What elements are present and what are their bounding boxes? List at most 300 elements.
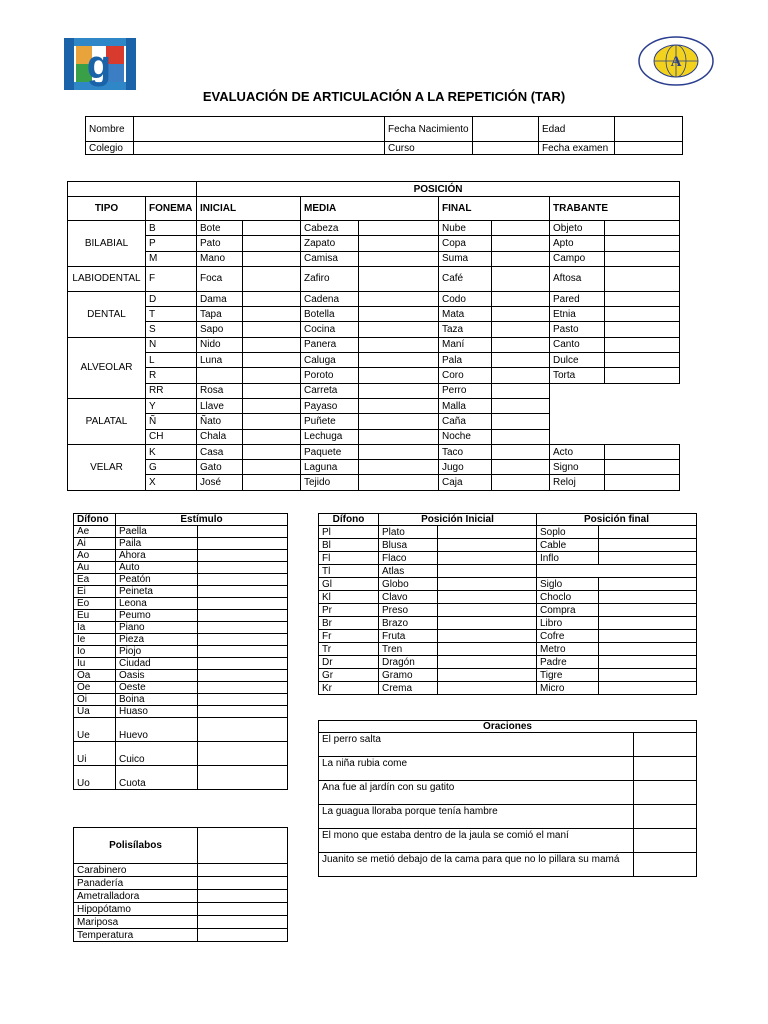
stimulus-response[interactable] (198, 658, 288, 670)
cluster-row (319, 656, 697, 669)
phoneme-row (68, 291, 680, 306)
final-response[interactable] (599, 552, 697, 565)
polysyllable-response[interactable] (198, 890, 288, 903)
stimulus-response[interactable] (198, 574, 288, 586)
initial-response[interactable] (438, 682, 537, 695)
stimulus-word: Piano (116, 622, 198, 634)
stimulus-response[interactable] (198, 586, 288, 598)
polysyllable-row (74, 864, 288, 877)
initial-response[interactable] (243, 266, 301, 291)
phoneme-row (68, 353, 680, 368)
final-response[interactable] (492, 221, 550, 236)
initial-response[interactable] (438, 630, 537, 643)
diphthong-row (74, 550, 288, 562)
initial-response[interactable] (243, 460, 301, 475)
initial-response[interactable] (243, 236, 301, 251)
stimulus-word: Piojo (116, 646, 198, 658)
final-word: Coro (439, 368, 492, 383)
initial-response[interactable] (243, 414, 301, 429)
stimulus-response[interactable] (198, 526, 288, 538)
initial-word: Rosa (197, 383, 243, 398)
cluster-cell: Tl (319, 565, 379, 578)
initial-word: Gato (197, 460, 243, 475)
medial-response[interactable] (359, 460, 439, 475)
final-word: Cofre (537, 630, 599, 643)
final-response[interactable] (599, 539, 697, 552)
grade-label: Curso (385, 142, 473, 155)
phoneme-cell: RR (146, 383, 197, 398)
stimulus-response[interactable] (198, 538, 288, 550)
stimulus-response[interactable] (198, 766, 288, 790)
stimulus-response[interactable] (198, 562, 288, 574)
medial-response[interactable] (359, 291, 439, 306)
stimulus-word: Paila (116, 538, 198, 550)
trabante-response[interactable] (605, 251, 680, 266)
diphthong-cell: Ao (74, 550, 116, 562)
medial-response[interactable] (359, 337, 439, 352)
stimulus-word: Peineta (116, 586, 198, 598)
initial-word: Bote (197, 221, 243, 236)
initial-response[interactable] (243, 337, 301, 352)
final-response[interactable] (599, 617, 697, 630)
final-word: Taco (439, 444, 492, 459)
sentence-text: La guagua lloraba porque tenía hambre (319, 805, 634, 829)
sentence-row (319, 781, 697, 805)
final-response[interactable] (492, 353, 550, 368)
trabante-word: Torta (550, 368, 605, 383)
initial-response[interactable] (438, 643, 537, 656)
stimulus-response[interactable] (198, 670, 288, 682)
initial-word: Llave (197, 398, 243, 413)
phoneme-cell: Ñ (146, 414, 197, 429)
initial-response[interactable] (243, 221, 301, 236)
cluster-row (319, 630, 697, 643)
final-word: Malla (439, 398, 492, 413)
sentence-response[interactable] (634, 829, 697, 853)
page-title: EVALUACIÓN DE ARTICULACIÓN A LA REPETICIÓN (TAR) (202, 89, 566, 104)
medial-word: Tejido (301, 475, 359, 490)
diphthong-cell: Ue (74, 718, 116, 742)
phoneme-row (68, 221, 680, 236)
diphthong-cell: Oe (74, 682, 116, 694)
initial-word: Dama (197, 291, 243, 306)
final-word: Café (439, 266, 492, 291)
initial-word: Foca (197, 266, 243, 291)
diphthong-row (74, 742, 288, 766)
initial-word: Brazo (379, 617, 438, 630)
initial-word: Mano (197, 251, 243, 266)
trabante-response[interactable] (605, 322, 680, 337)
polysyllable-response[interactable] (198, 916, 288, 929)
final-response[interactable] (599, 630, 697, 643)
stimulus-word: Huevo (116, 718, 198, 742)
final-response[interactable] (492, 266, 550, 291)
trabante-response[interactable] (605, 221, 680, 236)
phoneme-row (68, 236, 680, 251)
trabante-word: Signo (550, 460, 605, 475)
medial-response[interactable] (359, 414, 439, 429)
polysyllable-word: Ametralladora (74, 890, 198, 903)
stimulus-response[interactable] (198, 706, 288, 718)
sentences-header-row (319, 721, 697, 733)
diphthong-cell: Ae (74, 526, 116, 538)
final-word: Padre (537, 656, 599, 669)
trabante-word: Acto (550, 444, 605, 459)
initial-response[interactable] (243, 322, 301, 337)
final-word: Mata (439, 307, 492, 322)
medial-word: Zafiro (301, 266, 359, 291)
final-response[interactable] (492, 337, 550, 352)
final-response[interactable] (492, 398, 550, 413)
diphthong-row (74, 586, 288, 598)
stimulus-word: Peumo (116, 610, 198, 622)
cluster-row (319, 591, 697, 604)
phoneme-cell: S (146, 322, 197, 337)
medial-response[interactable] (359, 383, 439, 398)
phoneme-row (68, 444, 680, 459)
final-response[interactable] (492, 307, 550, 322)
sentence-row (319, 733, 697, 757)
polysyllable-row (74, 916, 288, 929)
school-label: Colegio (86, 142, 134, 155)
stimulus-word: Huaso (116, 706, 198, 718)
sentence-row (319, 853, 697, 877)
medial-response[interactable] (359, 398, 439, 413)
stimulus-word: Ciudad (116, 658, 198, 670)
cluster-cell: Gr (319, 669, 379, 682)
stimulus-response[interactable] (198, 634, 288, 646)
medial-word: Camisa (301, 251, 359, 266)
stimulus-response[interactable] (198, 694, 288, 706)
trabante-word: Etnia (550, 307, 605, 322)
initial-word: Ñato (197, 414, 243, 429)
stimulus-response[interactable] (198, 622, 288, 634)
final-word: Suma (439, 251, 492, 266)
cluster-cell: Pl (319, 526, 379, 539)
tipo-cell: DENTAL (68, 291, 146, 337)
polysyllables-header-blank (198, 828, 288, 864)
diphthong-row (74, 766, 288, 790)
initial-position-header: Posición Inicial (379, 514, 537, 526)
sentence-text: Ana fue al jardín con su gatito (319, 781, 634, 805)
medial-word: Botella (301, 307, 359, 322)
trabante-response[interactable] (605, 353, 680, 368)
initial-response[interactable] (243, 429, 301, 444)
medial-response[interactable] (359, 429, 439, 444)
diphthong-cell: Oa (74, 670, 116, 682)
final-word: Nube (439, 221, 492, 236)
final-word: Tigre (537, 669, 599, 682)
final-response[interactable] (492, 236, 550, 251)
initial-response[interactable] (438, 617, 537, 630)
stimulus-response[interactable] (198, 646, 288, 658)
svg-text:A: A (670, 54, 682, 70)
final-response[interactable] (599, 643, 697, 656)
diphthong-cell: Ie (74, 634, 116, 646)
polysyllable-row (74, 877, 288, 890)
initial-response[interactable] (438, 565, 537, 578)
stimulus-response[interactable] (198, 718, 288, 742)
birthdate-label: Fecha Nacimiento (385, 117, 473, 142)
initial-response[interactable] (243, 251, 301, 266)
stimulus-response[interactable] (198, 598, 288, 610)
trabante-empty (550, 398, 680, 413)
initial-word: José (197, 475, 243, 490)
medial-response[interactable] (359, 251, 439, 266)
phoneme-cell: P (146, 236, 197, 251)
position-header-row (68, 182, 680, 197)
exam-date-label: Fecha examen (539, 142, 615, 155)
diphthong-row (74, 718, 288, 742)
stimulus-word: Ahora (116, 550, 198, 562)
polysyllable-word: Hipopótamo (74, 903, 198, 916)
final-response[interactable] (599, 656, 697, 669)
tipo-cell: PALATAL (68, 398, 146, 444)
sentence-row (319, 829, 697, 853)
final-word: Compra (537, 604, 599, 617)
final-response[interactable] (492, 291, 550, 306)
stimulus-word: Oasis (116, 670, 198, 682)
initial-response[interactable] (438, 604, 537, 617)
polysyllable-response[interactable] (198, 903, 288, 916)
medial-response[interactable] (359, 307, 439, 322)
initial-response[interactable] (243, 291, 301, 306)
final-word: Perro (439, 383, 492, 398)
phoneme-row (68, 368, 680, 383)
final-position-header: Posición final (537, 514, 697, 526)
sentence-response[interactable] (634, 781, 697, 805)
initial-response[interactable] (438, 669, 537, 682)
diphthong-row (74, 574, 288, 586)
phoneme-cell: CH (146, 429, 197, 444)
final-response[interactable] (492, 322, 550, 337)
media-header: MEDIA (301, 197, 439, 221)
phoneme-cell: X (146, 475, 197, 490)
cluster-row (319, 643, 697, 656)
initial-response[interactable] (438, 526, 537, 539)
cluster-cell: Tr (319, 643, 379, 656)
medial-response[interactable] (359, 368, 439, 383)
trabante-response[interactable] (605, 307, 680, 322)
final-response[interactable] (492, 475, 550, 490)
age-field[interactable] (615, 117, 683, 142)
final-response[interactable] (492, 444, 550, 459)
initial-response[interactable] (243, 383, 301, 398)
phoneme-cell: D (146, 291, 197, 306)
diphthong-row (74, 670, 288, 682)
cluster-row (319, 552, 697, 565)
cluster-cell: Fl (319, 552, 379, 565)
stimulus-response[interactable] (198, 550, 288, 562)
trabante-response[interactable] (605, 337, 680, 352)
trabante-response[interactable] (605, 475, 680, 490)
final-response[interactable] (599, 604, 697, 617)
diphthong-row (74, 634, 288, 646)
diphthong-row (74, 706, 288, 718)
final-response[interactable] (492, 429, 550, 444)
diphthong-cell: Ui (74, 742, 116, 766)
stimulus-word: Leona (116, 598, 198, 610)
cluster-table (318, 513, 697, 695)
initial-word: Pato (197, 236, 243, 251)
initial-response[interactable] (438, 578, 537, 591)
initial-response[interactable] (438, 539, 537, 552)
final-word: Micro (537, 682, 599, 695)
stimulus-response[interactable] (198, 682, 288, 694)
sentences-header: Oraciones (319, 721, 697, 733)
trabante-word: Dulce (550, 353, 605, 368)
initial-word: Luna (197, 353, 243, 368)
initial-response[interactable] (243, 353, 301, 368)
svg-text:g: g (86, 43, 112, 87)
initial-word: Globo (379, 578, 438, 591)
medial-word: Cadena (301, 291, 359, 306)
initial-response[interactable] (243, 368, 301, 383)
initial-response[interactable] (243, 444, 301, 459)
phoneme-row (68, 307, 680, 322)
cluster-row (319, 539, 697, 552)
school-quality-logo (62, 36, 136, 92)
trabante-response[interactable] (605, 368, 680, 383)
diphthong-cell: Eo (74, 598, 116, 610)
diphthong-header-row (74, 514, 288, 526)
polysyllable-word: Temperatura (74, 929, 198, 942)
diphthong-cell: Ia (74, 622, 116, 634)
medial-response[interactable] (359, 475, 439, 490)
trabante-response[interactable] (605, 444, 680, 459)
final-word: Siglo (537, 578, 599, 591)
birthdate-field[interactable] (473, 117, 539, 142)
sentence-response[interactable] (634, 853, 697, 877)
initial-response[interactable] (243, 398, 301, 413)
sentence-text: Juanito se metió debajo de la cama para que no lo pillara su mamá (319, 853, 634, 877)
phoneme-cell: Y (146, 398, 197, 413)
medial-response[interactable] (359, 221, 439, 236)
medial-word: Paquete (301, 444, 359, 459)
initial-response[interactable] (438, 552, 537, 565)
trabante-response[interactable] (605, 460, 680, 475)
cluster-row (319, 669, 697, 682)
phoneme-row (68, 337, 680, 352)
final-response[interactable] (492, 460, 550, 475)
final-response[interactable] (599, 591, 697, 604)
sentence-text: El perro salta (319, 733, 634, 757)
final-response[interactable] (599, 669, 697, 682)
phoneme-cell: T (146, 307, 197, 322)
sentence-response[interactable] (634, 805, 697, 829)
initial-response[interactable] (438, 656, 537, 669)
medial-response[interactable] (359, 266, 439, 291)
diphthong-cell: Eu (74, 610, 116, 622)
medial-response[interactable] (359, 236, 439, 251)
initial-word: Flaco (379, 552, 438, 565)
tipo-cell: VELAR (68, 444, 146, 490)
final-response[interactable] (492, 368, 550, 383)
polysyllable-response[interactable] (198, 929, 288, 942)
trabante-response[interactable] (605, 291, 680, 306)
trabante-response[interactable] (605, 266, 680, 291)
school-field[interactable] (134, 142, 385, 155)
initial-word: Sapo (197, 322, 243, 337)
cluster-cell: Pr (319, 604, 379, 617)
cluster-header: Dífono (319, 514, 379, 526)
medial-response[interactable] (359, 353, 439, 368)
final-response[interactable] (492, 414, 550, 429)
name-field[interactable] (134, 117, 385, 142)
initial-word: Tapa (197, 307, 243, 322)
diphthong-cell: Ua (74, 706, 116, 718)
final-word: Choclo (537, 591, 599, 604)
diphthong-cell: Uo (74, 766, 116, 790)
trabante-response[interactable] (605, 236, 680, 251)
trabante-empty (550, 429, 680, 444)
final-response[interactable] (492, 251, 550, 266)
final-response[interactable] (492, 383, 550, 398)
initial-response[interactable] (243, 307, 301, 322)
trabante-word: Aftosa (550, 266, 605, 291)
position-header: POSICIÓN (197, 182, 680, 197)
tipo-header: TIPO (68, 197, 146, 221)
initial-response[interactable] (243, 475, 301, 490)
medial-word: Lechuga (301, 429, 359, 444)
initial-word: Blusa (379, 539, 438, 552)
sentence-text: La niña rubia come (319, 757, 634, 781)
stimulus-word: Cuico (116, 742, 198, 766)
cluster-row (319, 526, 697, 539)
final-word: Cable (537, 539, 599, 552)
polysyllables-header: Polisílabos (74, 828, 198, 864)
grade-field[interactable] (473, 142, 539, 155)
polysyllable-response[interactable] (198, 864, 288, 877)
phoneme-row (68, 398, 680, 413)
name-label: Nombre (86, 117, 134, 142)
initial-word: Fruta (379, 630, 438, 643)
sentence-response[interactable] (634, 733, 697, 757)
final-word: Jugo (439, 460, 492, 475)
final-empty (537, 565, 697, 578)
final-response[interactable] (599, 682, 697, 695)
initial-response[interactable] (438, 591, 537, 604)
medial-word: Caluga (301, 353, 359, 368)
phoneme-cell: G (146, 460, 197, 475)
medial-response[interactable] (359, 322, 439, 337)
stimulus-response[interactable] (198, 742, 288, 766)
stimulus-response[interactable] (198, 610, 288, 622)
sentence-response[interactable] (634, 757, 697, 781)
diphthong-row (74, 646, 288, 658)
phoneme-row (68, 322, 680, 337)
cluster-row (319, 565, 697, 578)
tipo-header-top (68, 182, 197, 197)
phoneme-row (68, 383, 680, 398)
cluster-header-row (319, 514, 697, 526)
phoneme-cell: K (146, 444, 197, 459)
cluster-cell: Br (319, 617, 379, 630)
exam-date-field[interactable] (615, 142, 683, 155)
diphthong-row (74, 538, 288, 550)
final-word: Caña (439, 414, 492, 429)
diphthong-cell: Ai (74, 538, 116, 550)
tipo-cell: ALVEOLAR (68, 337, 146, 398)
diphthong-row (74, 658, 288, 670)
initial-word: Gramo (379, 669, 438, 682)
final-response[interactable] (599, 526, 697, 539)
cluster-cell: Bl (319, 539, 379, 552)
final-response[interactable] (599, 578, 697, 591)
polysyllable-response[interactable] (198, 877, 288, 890)
medial-response[interactable] (359, 444, 439, 459)
cluster-cell: Dr (319, 656, 379, 669)
